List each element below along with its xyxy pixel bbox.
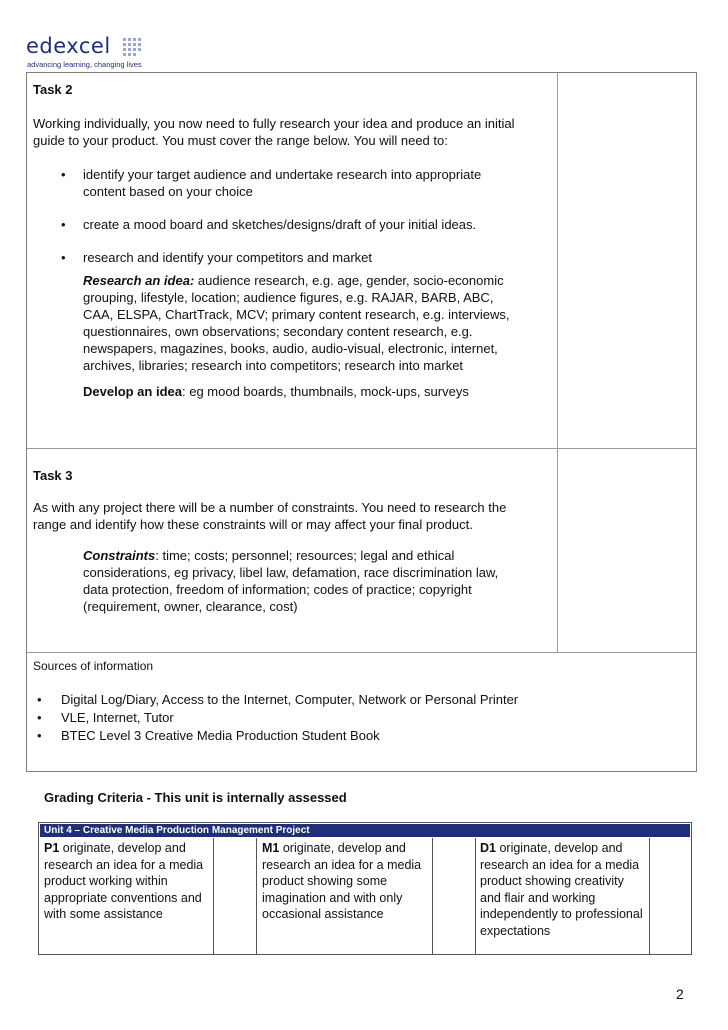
edexcel-logo [26,34,146,68]
m1-text: originate, develop and research an idea for a media product showing some imagination and with only occasional assistance [262,841,422,921]
p1-code: P1 [44,841,60,855]
task3-intro: As with any project there will be a number of constraints. You need to research the range and identify how these constraints will or may affect your final product. [33,500,507,532]
task3-cell [27,449,558,652]
task2-heading: Task 2 [33,82,73,97]
task2-intro-line1: Working individually, you now need to fully research your idea and produce an initial [33,116,515,131]
unit-header: Unit 4 – Creative Media Production Management Project [40,824,690,837]
source-item: • VLE, Internet, Tutor [33,709,688,727]
constraints-text: : time; costs; personnel; resources; legal and ethical considerations, eg privacy, libel law, defamation, race discrimination law, data protection, freedom of information; codes of practice; copyright (requirement, owner, clearance, cost) [83,548,499,614]
logo-dot-grid-icon [123,38,145,56]
task3-heading: Task 3 [33,468,73,483]
p1-text: originate, develop and research an idea for a media product working within appropriate conventions and with some assistance [44,841,204,921]
logo-tagline: advancing learning, changing lives [27,60,142,69]
d1-criterion [476,838,650,954]
m1-criterion [258,838,448,954]
grading-table [38,822,692,955]
source-item: • Digital Log/Diary, Access to the Internet, Computer, Network or Personal Printer [33,691,688,709]
task2-bullet-competitors: • research and identify your competitors and market [33,249,553,266]
sources-section [33,657,688,745]
d1-code: D1 [480,841,496,855]
task2-cell [27,73,558,448]
task2-bullet-audience: • identify your target audience and undertake research into appropriate content based on your choice [33,166,523,200]
task2-bullet-moodboard: • create a mood board and sketches/designs/draft of your initial ideas. [33,216,553,233]
m1-code: M1 [262,841,280,855]
page-number: 2 [676,986,684,1002]
task3-constraints-block [33,547,513,615]
research-label: Research an idea: [83,273,195,288]
constraints-label: Constraints [83,548,156,563]
task2-research-block [33,272,513,374]
develop-text: : eg mood boards, thumbnails, mock-ups, surveys [181,384,469,399]
task3-row [27,449,696,653]
logo-wordmark: edexcel [26,34,111,58]
p1-criterion [40,838,213,954]
task2-develop-block [33,383,553,400]
source-item: • BTEC Level 3 Creative Media Production Student Book [33,727,688,745]
sources-title: Sources of information [33,659,154,673]
grading-title: Grading Criteria - This unit is internally assessed [44,790,347,805]
develop-label: Develop an idea [83,384,182,399]
d1-text: originate, develop and research an idea for a media product showing creativity and flair and working independently to professional expectations [480,841,643,938]
task2-blank-cell [558,73,696,448]
research-text: audience research, e.g. age, gender, socio-economic grouping, lifestyle, location; audience figures, e.g. RAJAR, BARB, ABC, CAA, ELSPA, ChartTrack, MCV; primary content research, e.g. interviews, questionnaires, own observations; secondary content research, e.g. newspapers, magazines, books, audio, audio-visual, electronic, internet, archives, libraries; research into competitors; research into market [83,273,510,373]
task3-blank-cell [558,449,696,652]
task2-intro-line2: guide to your product. You must cover the range below. You will need to: [33,133,448,148]
assignment-table [26,72,697,772]
task2-row [27,73,696,449]
